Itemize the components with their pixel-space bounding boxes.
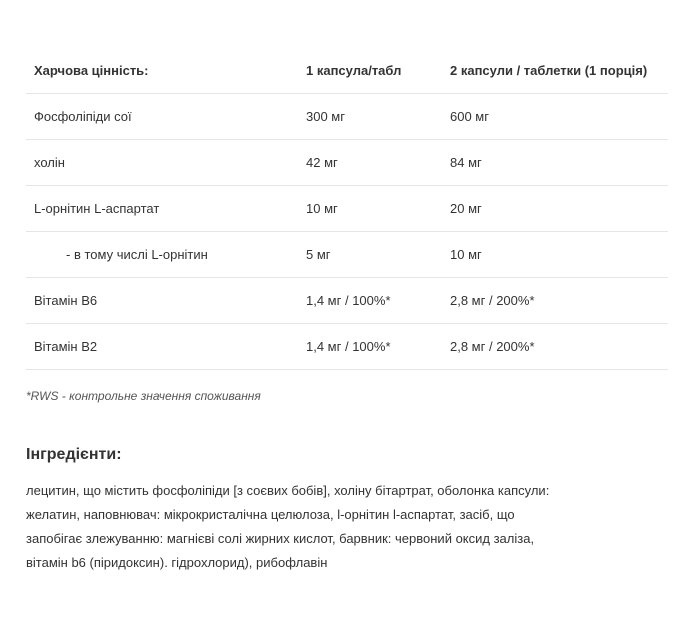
row-value-per-serving: 20 мг bbox=[450, 186, 668, 232]
ingredients-line: желатин, наповнювач: мікрокристалічна целюлоза, l-орнітин l-аспартат, засіб, що bbox=[26, 507, 515, 522]
row-value-per-capsule: 42 мг bbox=[306, 140, 450, 186]
ingredients-line: лецитин, що містить фосфоліпіди [з соєвих бобів], холіну бітартрат, оболонка капсули: bbox=[26, 483, 550, 498]
table-row bbox=[26, 94, 668, 140]
row-label: Вітамін В2 bbox=[26, 324, 306, 370]
header-per-serving: 2 капсули / таблетки (1 порція) bbox=[450, 48, 668, 94]
row-value-per-capsule: 300 мг bbox=[306, 94, 450, 140]
ingredients-line: запобігає злежуванню: магнієві солі жирних кислот, барвник: червоний оксид заліза, bbox=[26, 531, 535, 546]
ingredients-line: вітамін b6 (піридоксин). гідрохлорид), рибофлавін bbox=[26, 555, 328, 570]
row-label: Фосфоліпіди сої bbox=[26, 94, 306, 140]
row-value-per-capsule: 1,4 мг / 100%* bbox=[306, 324, 450, 370]
row-label: холін bbox=[26, 140, 306, 186]
table-row bbox=[26, 186, 668, 232]
row-value-per-capsule: 1,4 мг / 100%* bbox=[306, 278, 450, 324]
row-value-per-serving: 2,8 мг / 200%* bbox=[450, 278, 668, 324]
row-label: - в тому числі L-орнітин bbox=[26, 232, 306, 278]
header-nutrition-value: Харчова цінність: bbox=[26, 48, 306, 94]
row-value-per-serving: 2,8 мг / 200%* bbox=[450, 324, 668, 370]
header-per-capsule: 1 капсула/табл bbox=[306, 48, 450, 94]
table-row bbox=[26, 324, 668, 370]
table-row bbox=[26, 232, 668, 278]
row-value-per-serving: 600 мг bbox=[450, 94, 668, 140]
table-row bbox=[26, 278, 668, 324]
row-label: L-орнітин L-аспартат bbox=[26, 186, 306, 232]
nutrition-table bbox=[26, 48, 668, 370]
row-value-per-capsule: 10 мг bbox=[306, 186, 450, 232]
row-value-per-serving: 84 мг bbox=[450, 140, 668, 186]
row-value-per-serving: 10 мг bbox=[450, 232, 668, 278]
table-header-row bbox=[26, 48, 668, 94]
ingredients-text bbox=[26, 479, 676, 575]
ingredients-title: Інгредієнти: bbox=[26, 446, 122, 463]
table-row bbox=[26, 140, 668, 186]
rws-footnote: *RWS - контрольне значення споживання bbox=[26, 389, 261, 403]
row-value-per-capsule: 5 мг bbox=[306, 232, 450, 278]
row-label: Вітамін В6 bbox=[26, 278, 306, 324]
